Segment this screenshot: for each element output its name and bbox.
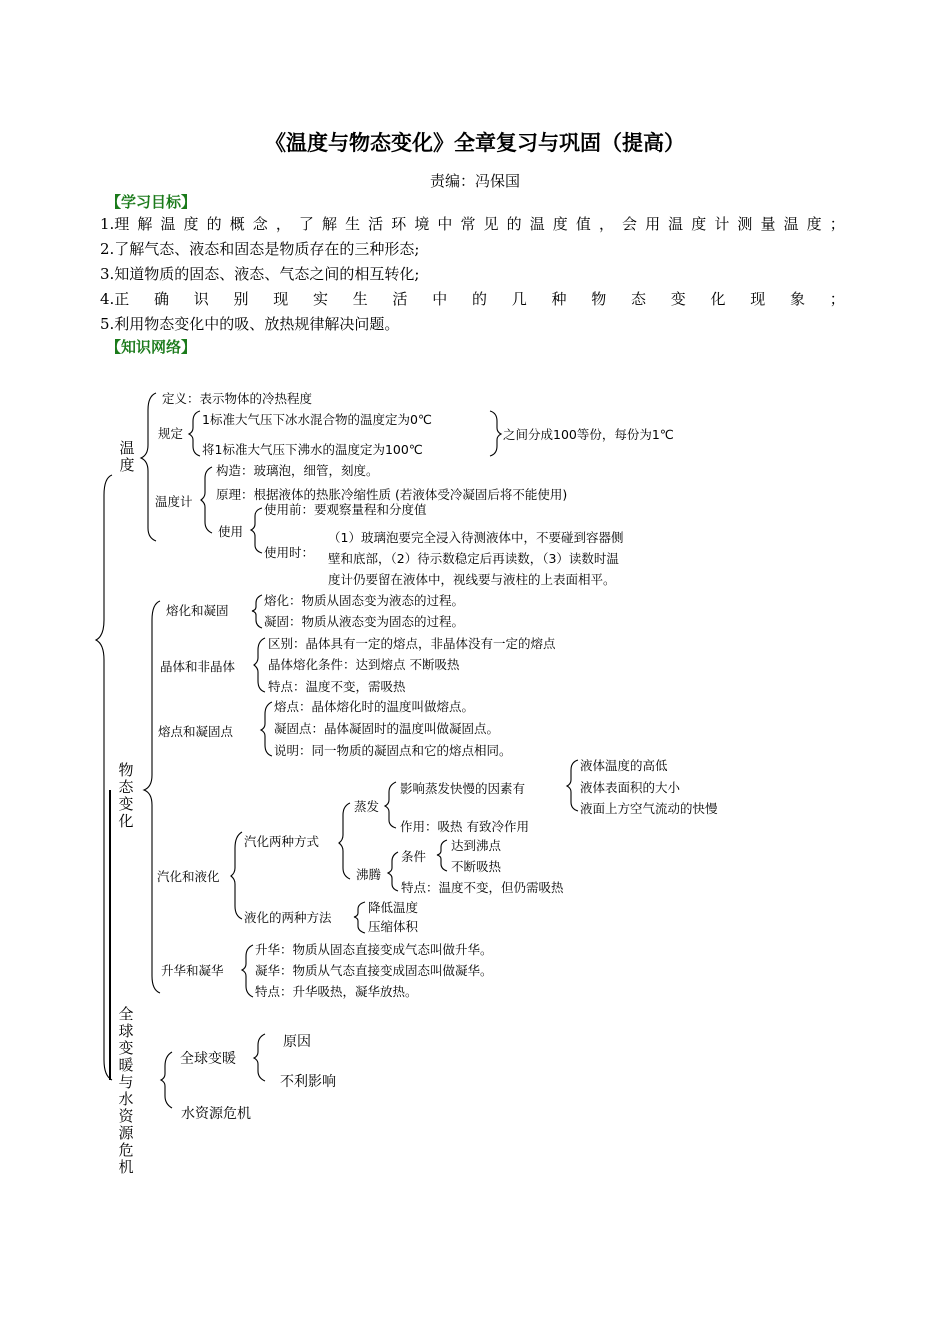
crystal-brace (254, 638, 265, 692)
wendu-label: 温度 (119, 439, 135, 474)
boiling-feature: 特点：温度不变，但仍需吸热 (401, 880, 564, 895)
objective-2: 2.了解气态、液态和固态是物质存在的三种形态; (100, 240, 420, 258)
liquefy-brace (354, 902, 365, 933)
guiding-freezing: 1标准大气压下冰水混合物的温度定为0℃ (202, 412, 432, 427)
thermometer-structure: 构造：玻璃泡，细管，刻度。 (216, 463, 379, 478)
crystal-feature: 特点：温度不变，需吸热 (268, 679, 406, 694)
sublimation-sublimate: 升华：物质从固态直接变成气态叫做升华。 (255, 942, 493, 957)
wendu-brace (141, 393, 156, 541)
global-label: 全球变暖与水资源危机 (118, 1005, 134, 1176)
vapor-ways-label: 汽化两种方式 (244, 834, 320, 849)
crystal-difference: 区别：晶体具有一定的熔点，非晶体没有一定的熔点 (268, 636, 556, 651)
evaporation-factor-2: 液体表面积的大小 (580, 780, 681, 795)
evaporation-label: 蒸发 (354, 799, 380, 814)
use-during-label: 使用时： (264, 545, 315, 560)
thermometer-principle: 原理：根据液体的热胀冷缩性质 (若液体受冷凝固后将不能使用) (216, 487, 568, 502)
liquefy-label: 液化的两种方法 (244, 910, 332, 925)
thermometer-label: 温度计 (155, 494, 193, 509)
melt-melting: 熔化：物质从固态变为液态的过程。 (264, 593, 465, 608)
points-note: 说明：同一物质的凝固点和它的熔点相同。 (274, 743, 512, 758)
page-title: 《温度与物态变化》全章复习与巩固（提高） (265, 131, 685, 155)
warming-brace (254, 1034, 265, 1081)
boiling-condition-brace (437, 840, 447, 871)
boiling-condition-2: 不断吸热 (451, 859, 502, 874)
boiling-brace (388, 852, 398, 891)
boiling-condition-1: 达到沸点 (451, 838, 502, 853)
global-water: 水资源危机 (181, 1106, 251, 1122)
crystal-label: 晶体和非晶体 (160, 659, 236, 674)
evaporation-effect: 作用：吸热 有致冷作用 (400, 819, 529, 834)
sublimation-desublimate: 凝华：物质从气态直接变成固态叫做凝华。 (255, 963, 493, 978)
use-during-line-2: 壁和底部，（2）待示数稳定后再读数，（3）读数时温 (328, 551, 619, 566)
evaporation-factor-1: 液体温度的高低 (580, 758, 668, 773)
objective-5: 5.利用物态变化中的吸、放热规律解决问题。 (100, 315, 400, 333)
global-cause: 原因 (283, 1034, 311, 1050)
liquefy-method-1: 降低温度 (368, 900, 419, 915)
thermometer-brace (201, 467, 212, 533)
guiding-label: 规定 (158, 426, 184, 441)
editor-line: 责编：冯保国 (429, 172, 520, 190)
global-impact: 不利影响 (280, 1074, 336, 1090)
evaporation-brace (385, 782, 396, 828)
wutai-brace (144, 601, 160, 993)
use-label: 使用 (218, 524, 244, 539)
factors-brace (567, 760, 578, 811)
points-melting: 熔点：晶体熔化时的温度叫做熔点。 (274, 699, 475, 714)
network-heading: 【知识网络】 (106, 338, 197, 356)
use-during-line-1: （1）玻璃泡要完全浸入待测液体中，不要碰到容器侧 (328, 530, 624, 545)
guiding-brace (189, 411, 200, 456)
liquefy-method-2: 压缩体积 (368, 919, 419, 934)
wendu-definition: 定义：表示物体的冷热程度 (162, 391, 313, 406)
sublimation-label: 升华和凝华 (161, 963, 224, 978)
evaporation-factor-3: 液面上方空气流动的快慢 (580, 801, 718, 816)
guiding-boiling: 将1标准大气压下沸水的温度定为100℃ (202, 442, 423, 457)
use-before: 使用前：要观察量程和分度值 (264, 502, 427, 517)
objective-1: 1.理 解 温 度 的 概 念 ， 了 解 生 活 环 境 中 常 见 的 温 度 值 ， 会 用 温 度 计 测 量 温 度 ； (100, 215, 845, 233)
objective-4: 4.正 确 识 别 现 实 生 活 中 的 几 种 物 态 变 化 现 象 ； (100, 290, 845, 308)
boiling-label: 沸腾 (356, 867, 382, 882)
sublimation-feature: 特点：升华吸热，凝华放热。 (255, 984, 418, 999)
vapor-ways-brace (339, 803, 350, 879)
melt-brace (252, 595, 262, 628)
objective-3: 3.知道物质的固态、液态、气态之间的相互转化; (100, 265, 420, 283)
use-during-line-3: 度计仍要留在液体中，视线要与液柱的上表面相平。 (328, 572, 616, 587)
melt-label: 熔化和凝固 (166, 603, 229, 618)
points-freezing: 凝固点：晶体凝固时的温度叫做凝固点。 (274, 721, 500, 736)
evaporation-factors-label: 影响蒸发快慢的因素有 (400, 781, 526, 796)
objectives-heading: 【学习目标】 (106, 193, 197, 211)
boiling-condition-label: 条件 (401, 849, 427, 864)
vapor-brace (231, 832, 242, 919)
guiding-division: 之间分成100等份，每份为1℃ (503, 427, 674, 442)
wutai-label: 物态变化 (118, 761, 134, 830)
points-brace (261, 702, 272, 756)
global-warming: 全球变暖 (180, 1051, 236, 1067)
points-label: 熔点和凝固点 (158, 724, 234, 739)
crystal-condition: 晶体熔化条件：达到熔点 不断吸热 (268, 657, 460, 672)
division-brace (490, 411, 501, 456)
use-brace (251, 508, 262, 553)
melt-solidifying: 凝固：物质从液态变为固态的过程。 (264, 614, 465, 629)
global-brace (161, 1052, 172, 1108)
vapor-label: 汽化和液化 (157, 869, 220, 884)
sublimation-brace (242, 945, 253, 997)
